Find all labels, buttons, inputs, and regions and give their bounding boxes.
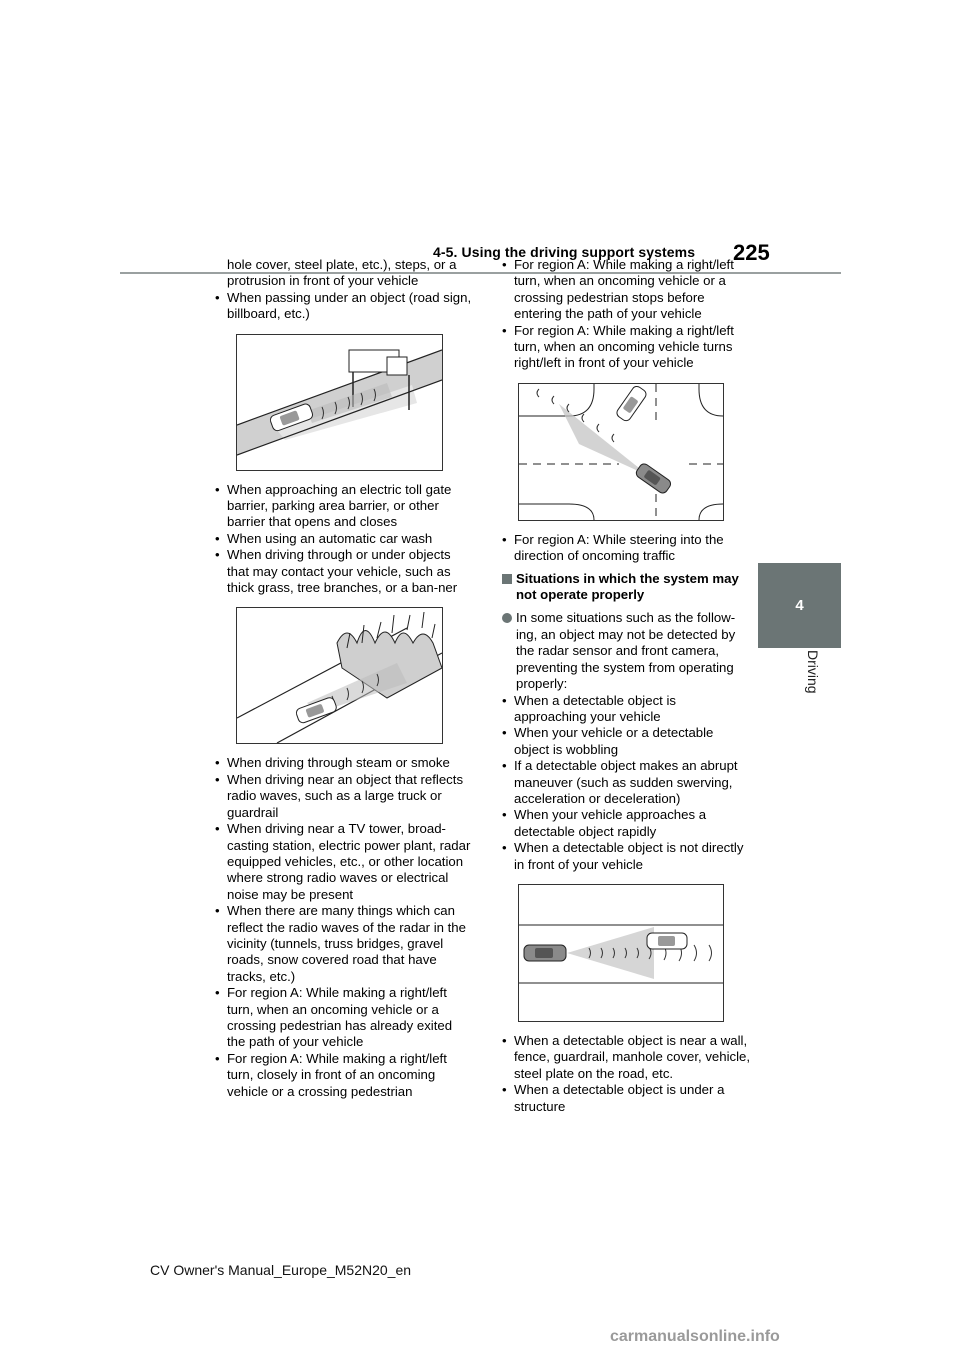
section-heading: Situations in which the system may not operate properly bbox=[502, 571, 752, 604]
square-bullet-icon bbox=[502, 574, 512, 584]
list-item: • When passing under an object (road sign, billboard, etc.) bbox=[215, 290, 473, 323]
circle-bullet-icon bbox=[502, 613, 512, 623]
figure-offset-vehicle bbox=[518, 884, 724, 1022]
list-item: • When using an automatic car wash bbox=[215, 531, 473, 547]
list-item: • For region A: While steering into the direction of oncoming traffic bbox=[502, 532, 752, 565]
page-number: 225 bbox=[733, 240, 770, 265]
section-title: 4-5. Using the driving support systems bbox=[433, 244, 696, 260]
bullet-list bbox=[502, 1033, 752, 1115]
chapter-number: 4 bbox=[795, 597, 804, 614]
list-item: • When driving near an object that reflects radio waves, such as a large truck or guardrail bbox=[215, 772, 473, 821]
list-item: • When there are many things which can reflect the radio waves of the radar in the vicinity (tunnels, truss bridges, gravel roads, snow covered road that have tracks, etc.) bbox=[215, 903, 473, 985]
bullet-list bbox=[502, 532, 752, 565]
list-item: • When driving near a TV tower, broad-casting station, electric power plant, radar equipped vehicles, etc., or other location where strong radio waves or electrical noise may be present bbox=[215, 821, 473, 903]
watermark: carmanualsonline.info bbox=[610, 1328, 780, 1345]
bullet-list bbox=[502, 693, 752, 873]
left-column bbox=[215, 257, 473, 1100]
illustration-intersection-turn bbox=[519, 384, 723, 520]
list-item: • When a detectable object is under a structure bbox=[502, 1082, 752, 1115]
list-item: • When a detectable object is approaching your vehicle bbox=[502, 693, 752, 726]
bullet-list bbox=[215, 290, 473, 323]
chapter-tab[interactable] bbox=[758, 563, 841, 648]
figure-grass bbox=[236, 607, 443, 744]
list-item: • For region A: While making a right/left turn, when an oncoming vehicle or a crossing pedestrian stops before entering the path of your vehicle bbox=[502, 257, 752, 323]
list-item: • For region A: While making a right/left turn, closely in front of an oncoming vehicle or a crossing pedestrian bbox=[215, 1051, 473, 1100]
bullet-list bbox=[502, 257, 752, 372]
illustration-thick-grass bbox=[237, 608, 442, 743]
right-column bbox=[502, 257, 752, 1115]
list-item: • For region A: While making a right/left turn, when an oncoming vehicle turns right/left in front of your vehicle bbox=[502, 323, 752, 372]
chapter-label: Driving bbox=[805, 650, 821, 694]
bullet-list bbox=[215, 482, 473, 597]
illustration-road-sign bbox=[237, 335, 442, 470]
bullet-list bbox=[215, 755, 473, 1100]
intro-paragraph: In some situations such as the follow-ing, an object may not be detected by the radar sensor and front camera, preventing the system from operating properly: bbox=[502, 610, 752, 692]
list-item: • When driving through or under objects that may contact your vehicle, such as thick grass, tree branches, or a ban-ner bbox=[215, 547, 473, 596]
list-item: • For region A: While making a right/left turn, when an oncoming vehicle or a crossing pedestrian has already exited the path of your vehicle bbox=[215, 985, 473, 1051]
continued-text: hole cover, steel plate, etc.), steps, or a protrusion in front of your vehicle bbox=[227, 257, 457, 289]
list-item: • When approaching an electric toll gate barrier, parking area barrier, or other barrier that opens and closes bbox=[215, 482, 473, 531]
list-item: • When driving through steam or smoke bbox=[215, 755, 473, 771]
figure-sign-overhead bbox=[236, 334, 443, 471]
list-item: • When a detectable object is not directly in front of your vehicle bbox=[502, 840, 752, 873]
figure-intersection bbox=[518, 383, 724, 521]
illustration-offset-vehicle bbox=[519, 885, 723, 1021]
list-item: • If a detectable object makes an abrupt maneuver (such as sudden swerving, acceleration or deceleration) bbox=[502, 758, 752, 807]
list-item: • When a detectable object is near a wall, fence, guardrail, manhole cover, vehicle, steel plate on the road, etc. bbox=[502, 1033, 752, 1082]
footer-doc-id: CV Owner's Manual_Europe_M52N20_en bbox=[150, 1262, 412, 1278]
list-item: • When your vehicle or a detectable object is wobbling bbox=[502, 725, 752, 758]
list-item: • When your vehicle approaches a detectable object rapidly bbox=[502, 807, 752, 840]
